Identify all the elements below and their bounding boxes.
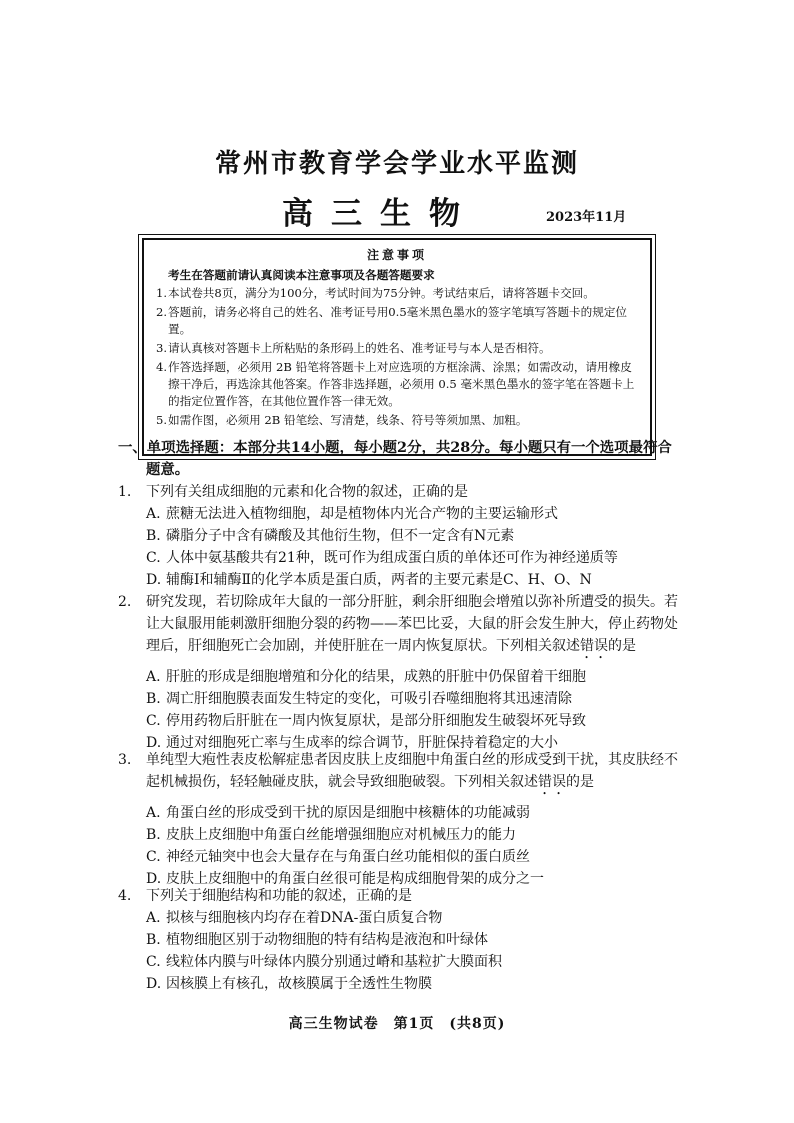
option-text: 人体中氨基酸共有21种，既可作为组成蛋白质的单体还可作为神经递质等 [166,550,618,566]
option-b [118,929,678,951]
exam-date: 2023年11月 [546,210,627,225]
option-letter: C. [146,713,161,729]
option-text: 拟核与细胞核内均存在着DNA-蛋白质复合物 [166,910,443,926]
notice-item-number: 3. [156,341,168,355]
option-text: 磷脂分子中含有磷酸及其他衍生物，但不一定含有N元素 [166,528,515,544]
notice-item-number: 5. [156,413,168,427]
question-text-main: 研究发现，若切除成年大鼠的一部分肝脏，剩余肝细胞会增殖以弥补所遭受的损失。若让大鼠服用能刺激肝细胞分裂的药物——苯巴比妥，大鼠的肝会发生肿大，停止药物处理后，肝细胞死亡会加剧，并使肝脏在一周内恢复原状。下列相关叙述 [146,594,678,654]
notice-item [156,412,638,429]
subject-title: 高三生物 [282,196,478,232]
notice-item-text: 本试卷共8页，满分为100分，考试时间为75分钟。考试结束后，请将答题卡交回。 [168,286,595,300]
option-b [118,824,678,846]
option-letter: A. [146,669,161,685]
question-3 [118,749,678,890]
option-letter: D. [146,871,162,887]
notice-intro: 考生在答题前请认真阅读本注意事项及各题答题要求 [168,268,435,282]
option-text: 辅酶Ⅰ和辅酶Ⅱ的化学本质是蛋白质，两者的主要元素是C、H、O、N [166,572,592,588]
notice-item-text: 答题前，请务必将自己的姓名、准考证号用0.5毫米黑色墨水的签字笔填写答题卡的规定位置。 [168,305,628,336]
question-number: 3. [118,752,132,768]
question-text-end: 的是 [566,774,594,790]
option-text: 停用药物后肝脏在一周内恢复原状，是部分肝细胞发生破裂坏死导致 [166,713,586,729]
notice-item [156,340,638,357]
option-c [118,846,678,868]
option-letter: C. [146,954,161,970]
org-title: 常州市教育学会学业水平监测 [214,149,579,179]
notice-box [142,238,652,456]
question-1 [118,481,678,591]
option-a [118,907,678,929]
question-text: 下列有关组成细胞的元素和化合物的叙述，正确的是 [146,484,468,500]
question-text: 下列关于细胞结构和功能的叙述，正确的是 [146,888,412,904]
page-footer: 高三生物试卷 第1页 (共8页) [288,1016,506,1032]
option-c [118,710,678,732]
notice-item [156,359,638,410]
option-text: 皮肤上皮细胞中的角蛋白丝很可能是构成细胞骨架的成分之一 [166,871,544,887]
emphasis-word: 错误 [538,774,566,790]
section-heading [118,437,678,481]
option-a [118,503,678,525]
question-text [146,591,678,662]
option-text: 线粒体内膜与叶绿体内膜分别通过嵴和基粒扩大膜面积 [166,954,502,970]
question-4 [118,885,678,995]
option-letter: D. [146,976,162,992]
question-text-end: 的是 [608,638,636,654]
option-text: 凋亡肝细胞膜表面发生特定的变化，可吸引吞噬细胞将其迅速清除 [166,691,572,707]
notice-item-number: 4. [156,360,168,374]
option-letter: B. [146,827,161,843]
option-text: 皮肤上皮细胞中角蛋白丝能增强细胞应对机械压力的能力 [166,827,516,843]
option-letter: A. [146,910,161,926]
emphasis-word: 错误 [580,638,608,654]
question-2 [118,591,678,754]
question-number: 2. [118,594,132,610]
question-text [146,749,678,798]
option-text: 因核膜上有核孔，故核膜属于全透性生物膜 [166,976,432,992]
option-a [118,802,678,824]
question-stem [118,885,678,907]
section-heading-line: 题意。 [146,461,190,478]
notice-item-number: 1. [156,286,168,300]
option-d [118,569,678,591]
option-b [118,688,678,710]
option-text: 蔗糖无法进入植物细胞，却是植物体内光合产物的主要运输形式 [166,506,558,522]
question-stem [118,591,678,662]
option-d [118,973,678,995]
notice-item-text: 请认真核对答题卡上所粘贴的条形码上的姓名、准考证号与本人是否相符。 [168,341,551,355]
notice-item [156,285,638,302]
option-letter: D. [146,735,162,751]
question-text-main: 单纯型大疱性表皮松解症患者因皮肤上皮细胞中角蛋白丝的形成受到干扰，其皮肤经不起机械损伤，轻轻触碰皮肤，就会导致细胞破裂。下列相关叙述 [146,752,678,790]
option-text: 通过对细胞死亡率与生成率的综合调节，肝脏保持着稳定的大小 [166,735,558,751]
notice-item-text: 如需作图，必须用 2B 铅笔绘、写清楚，线条、符号等须加黑、加粗。 [168,413,528,427]
option-c [118,547,678,569]
option-letter: B. [146,932,161,948]
option-letter: B. [146,528,161,544]
question-number: 1. [118,484,132,500]
option-c [118,951,678,973]
question-number: 4. [118,888,132,904]
option-letter: D. [146,572,162,588]
option-letter: A. [146,805,161,821]
option-text: 肝脏的形成是细胞增殖和分化的结果，成熟的肝脏中仍保留着干细胞 [166,669,586,685]
option-letter: A. [146,506,161,522]
notice-item [156,304,638,338]
option-text: 植物细胞区别于动物细胞的特有结构是液泡和叶绿体 [166,932,488,948]
option-a [118,666,678,688]
notice-item-number: 2. [156,305,168,319]
notice-item-text: 作答选择题，必须用 2B 铅笔将答题卡上对应选项的方框涂满、涂黑；如需改动，请用橡皮擦干净后，再选涂其他答案。作答非选择题，必须用 0.5 毫米黑色墨水的签字笔在答题卡上的指定位置作答，在其他位置作答一律无效。 [168,360,635,408]
option-letter: B. [146,691,161,707]
option-letter: C. [146,849,161,865]
section-heading-line: 一、单项选择题：本部分共14小题，每小题2分，共28分。每小题只有一个选项最符合 [118,439,672,456]
option-letter: C. [146,550,161,566]
option-text: 神经元轴突中也会大量存在与角蛋白丝功能相似的蛋白质丝 [166,849,530,865]
question-stem [118,749,678,798]
question-stem [118,481,678,503]
notice-title: 注意事项 [366,248,427,262]
option-b [118,525,678,547]
option-text: 角蛋白丝的形成受到干扰的原因是细胞中核糖体的功能减弱 [166,805,530,821]
